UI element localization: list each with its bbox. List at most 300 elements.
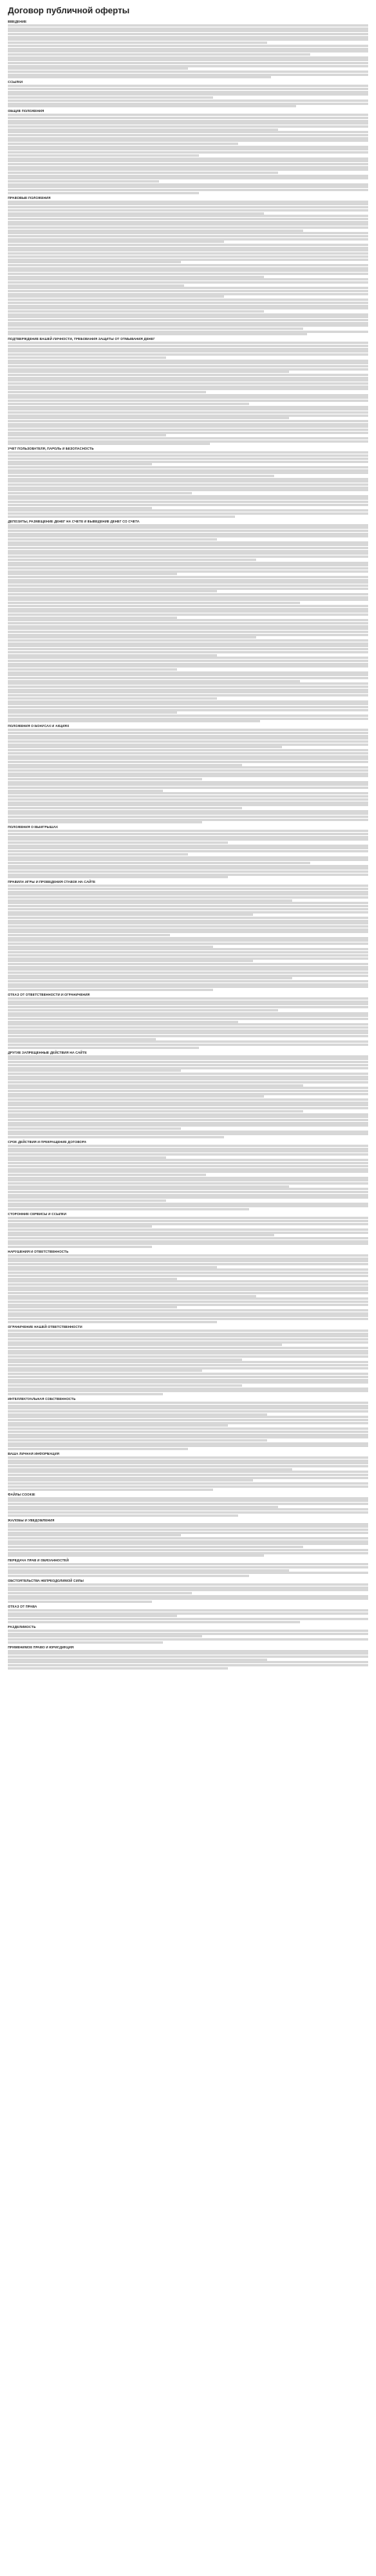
text-line bbox=[8, 362, 368, 364]
section bbox=[8, 80, 368, 107]
paragraph bbox=[8, 682, 368, 699]
text-line bbox=[8, 391, 206, 393]
text-line bbox=[8, 212, 264, 215]
text-line bbox=[8, 1350, 368, 1352]
text-line bbox=[8, 928, 368, 931]
text-line bbox=[8, 654, 217, 657]
paragraph bbox=[8, 671, 368, 682]
text-line bbox=[8, 356, 166, 359]
paragraph bbox=[8, 1055, 368, 1072]
paragraph bbox=[8, 374, 368, 393]
text-line bbox=[8, 939, 368, 942]
text-line bbox=[8, 1159, 368, 1161]
text-line bbox=[8, 752, 368, 754]
text-line bbox=[8, 403, 249, 405]
paragraph bbox=[8, 131, 368, 145]
text-line bbox=[8, 1489, 213, 1491]
text-line bbox=[8, 584, 368, 587]
text-line bbox=[8, 1067, 368, 1069]
paragraph bbox=[8, 856, 368, 864]
text-line bbox=[8, 451, 368, 454]
text-line bbox=[8, 1044, 368, 1046]
text-line bbox=[8, 1333, 368, 1335]
paragraph bbox=[8, 1113, 368, 1130]
text-line bbox=[8, 305, 368, 307]
paragraph bbox=[8, 1650, 368, 1661]
text-line bbox=[8, 125, 368, 128]
text-line bbox=[8, 888, 368, 890]
text-line bbox=[8, 1263, 368, 1265]
text-line bbox=[8, 42, 267, 44]
text-line bbox=[8, 1113, 368, 1116]
section-heading: ФАЙЛЫ COOKIE bbox=[8, 1492, 35, 1496]
text-line bbox=[8, 541, 368, 544]
text-line bbox=[8, 1638, 368, 1641]
text-line bbox=[8, 157, 368, 160]
text-line bbox=[8, 1018, 368, 1020]
text-line bbox=[8, 608, 368, 610]
text-line bbox=[8, 261, 181, 263]
text-line bbox=[8, 934, 170, 936]
text-line bbox=[8, 691, 368, 693]
paragraph bbox=[8, 1387, 368, 1395]
text-line bbox=[8, 876, 228, 878]
text-line bbox=[8, 1335, 368, 1337]
text-line bbox=[8, 778, 202, 780]
text-line bbox=[8, 1633, 368, 1635]
text-line bbox=[8, 1376, 368, 1378]
text-line bbox=[8, 1286, 368, 1289]
text-line bbox=[8, 331, 368, 333]
text-line bbox=[8, 975, 368, 977]
paragraph bbox=[8, 700, 368, 715]
text-line bbox=[8, 1318, 368, 1320]
text-line bbox=[8, 1434, 368, 1436]
text-line bbox=[8, 1427, 368, 1430]
text-line bbox=[8, 567, 368, 570]
paragraph bbox=[8, 917, 368, 936]
text-line bbox=[8, 1268, 368, 1271]
text-line bbox=[8, 761, 368, 763]
text-line bbox=[8, 469, 368, 472]
section bbox=[8, 1605, 368, 1623]
text-line bbox=[8, 345, 368, 347]
text-line bbox=[8, 792, 368, 794]
text-line bbox=[8, 483, 368, 486]
paragraph bbox=[8, 1073, 368, 1087]
text-line bbox=[8, 1295, 256, 1297]
text-line bbox=[8, 1506, 278, 1508]
text-line bbox=[8, 1145, 368, 1147]
text-line bbox=[8, 267, 368, 270]
text-line bbox=[8, 946, 213, 948]
text-line bbox=[8, 348, 368, 350]
text-line bbox=[8, 175, 368, 177]
text-line bbox=[8, 706, 368, 708]
paragraph bbox=[8, 45, 368, 56]
paragraph bbox=[8, 657, 368, 671]
text-line bbox=[8, 319, 368, 321]
section-heading: СТОРОННИЕ СЕРВИСЫ И ССЫЛКИ bbox=[8, 1212, 67, 1217]
paragraph bbox=[8, 183, 368, 194]
text-line bbox=[8, 579, 368, 581]
paragraph bbox=[8, 394, 368, 405]
text-line bbox=[8, 1390, 368, 1392]
text-line bbox=[8, 322, 368, 324]
text-line bbox=[8, 1575, 249, 1577]
paragraph bbox=[8, 562, 368, 576]
text-line bbox=[8, 1549, 368, 1551]
text-line bbox=[8, 1196, 368, 1199]
text-line bbox=[8, 1165, 368, 1167]
text-line bbox=[8, 1223, 368, 1225]
text-line bbox=[8, 423, 368, 425]
paragraph bbox=[8, 1087, 368, 1098]
text-line bbox=[8, 408, 368, 411]
text-line bbox=[8, 1474, 368, 1476]
paragraph bbox=[8, 1177, 368, 1188]
text-line bbox=[8, 93, 368, 96]
text-line bbox=[8, 160, 368, 162]
text-line bbox=[8, 1272, 368, 1274]
text-line bbox=[8, 821, 202, 823]
section-heading: ОБЩИЕ ПОЛОЖЕНИЯ bbox=[8, 109, 45, 114]
text-line bbox=[8, 400, 368, 402]
text-line bbox=[8, 1416, 368, 1418]
text-line bbox=[8, 1015, 368, 1017]
text-line bbox=[8, 1061, 368, 1063]
paragraph bbox=[8, 1572, 368, 1577]
paragraph bbox=[8, 1268, 368, 1279]
text-line bbox=[8, 746, 282, 748]
text-line bbox=[8, 1413, 267, 1416]
text-line bbox=[8, 838, 368, 841]
text-line bbox=[8, 458, 368, 460]
text-line bbox=[8, 783, 368, 786]
text-line bbox=[8, 711, 177, 714]
paragraph bbox=[8, 451, 368, 465]
text-line bbox=[8, 472, 368, 474]
section-heading: СРОК ДЕЙСТВИЯ И ПРЕКРАЩЕНИЕ ДОГОВОРА bbox=[8, 1140, 87, 1144]
text-line bbox=[8, 856, 368, 859]
text-line bbox=[8, 625, 368, 628]
text-line bbox=[8, 836, 368, 838]
paragraph bbox=[8, 509, 368, 517]
text-line bbox=[8, 925, 368, 928]
text-line bbox=[8, 1162, 368, 1164]
text-line bbox=[8, 1361, 368, 1363]
text-line bbox=[8, 781, 368, 783]
paragraph bbox=[8, 1217, 368, 1228]
paragraph bbox=[8, 1098, 368, 1113]
text-line bbox=[8, 463, 152, 465]
text-line bbox=[8, 1076, 368, 1078]
text-line bbox=[8, 1462, 368, 1464]
text-line bbox=[8, 1341, 368, 1344]
text-line bbox=[8, 833, 368, 835]
text-line bbox=[8, 1369, 202, 1372]
text-line bbox=[8, 302, 368, 304]
text-line bbox=[8, 908, 368, 910]
text-line bbox=[8, 795, 368, 798]
text-line bbox=[8, 420, 368, 422]
paragraph bbox=[8, 1203, 368, 1210]
text-line bbox=[8, 360, 368, 362]
text-line bbox=[8, 1153, 368, 1156]
paragraph bbox=[8, 619, 368, 639]
section-heading: ПРИМЕНИМОЕ ПРАВО И ЮРИСДИКЦИЯ bbox=[8, 1644, 74, 1649]
section-heading: ПЕРЕДАЧА ПРАВ И ОБЯЗАННОСТЕЙ bbox=[8, 1558, 69, 1563]
text-line bbox=[8, 740, 368, 743]
text-line bbox=[8, 88, 368, 90]
paragraph bbox=[8, 466, 368, 477]
text-line bbox=[8, 1232, 368, 1234]
text-line bbox=[8, 394, 368, 396]
text-line bbox=[8, 1540, 368, 1543]
text-line bbox=[8, 769, 368, 772]
text-line bbox=[8, 1652, 368, 1655]
text-line bbox=[8, 931, 368, 933]
text-line bbox=[8, 636, 256, 639]
text-line bbox=[8, 1032, 368, 1034]
section bbox=[8, 1625, 368, 1644]
text-line bbox=[8, 631, 368, 633]
text-line bbox=[8, 732, 368, 734]
text-line bbox=[8, 954, 368, 957]
text-line bbox=[8, 1243, 368, 1245]
text-line bbox=[8, 131, 368, 133]
text-line bbox=[8, 1456, 368, 1459]
text-line bbox=[8, 507, 152, 509]
text-line bbox=[8, 1179, 368, 1181]
section-heading: УЧЕТ ПОЛЬЗОВАТЕЛЯ, ПАРОЛЬ И БЕЗОПАСНОСТЬ bbox=[8, 447, 94, 451]
text-line bbox=[8, 564, 368, 566]
text-line bbox=[8, 720, 260, 722]
paragraph bbox=[8, 175, 368, 183]
text-line bbox=[8, 1102, 368, 1104]
text-line bbox=[8, 1055, 368, 1058]
text-line bbox=[8, 1664, 368, 1666]
text-line bbox=[8, 1170, 368, 1173]
text-line bbox=[8, 573, 177, 575]
paragraph bbox=[8, 1497, 368, 1508]
text-line bbox=[8, 804, 368, 806]
text-line bbox=[8, 1188, 368, 1190]
text-line bbox=[8, 281, 368, 284]
text-line bbox=[8, 749, 368, 751]
paragraph bbox=[8, 1188, 368, 1202]
text-line bbox=[8, 682, 368, 685]
paragraph bbox=[8, 937, 368, 948]
text-line bbox=[8, 1254, 368, 1257]
text-line bbox=[8, 830, 368, 832]
paragraph bbox=[8, 1595, 368, 1603]
text-line bbox=[8, 576, 368, 578]
text-line bbox=[8, 1572, 368, 1574]
text-line bbox=[8, 232, 368, 234]
paragraph bbox=[8, 902, 368, 916]
text-line bbox=[8, 1220, 368, 1222]
text-line bbox=[8, 189, 368, 191]
text-line bbox=[8, 230, 303, 232]
text-line bbox=[8, 183, 368, 186]
text-line bbox=[8, 353, 368, 356]
text-line bbox=[8, 686, 368, 688]
text-line bbox=[8, 215, 368, 217]
text-line bbox=[8, 622, 368, 624]
text-line bbox=[8, 715, 368, 717]
text-line bbox=[8, 718, 368, 720]
text-line bbox=[8, 642, 368, 645]
text-line bbox=[8, 1073, 368, 1075]
text-line bbox=[8, 657, 368, 659]
text-line bbox=[8, 74, 368, 76]
text-line bbox=[8, 497, 368, 500]
text-line bbox=[8, 920, 368, 922]
paragraph bbox=[8, 766, 368, 780]
text-line bbox=[8, 1225, 152, 1228]
text-line bbox=[8, 1379, 368, 1381]
text-line bbox=[8, 1006, 368, 1008]
text-line bbox=[8, 1009, 278, 1011]
section bbox=[8, 1051, 368, 1138]
text-line bbox=[8, 1424, 228, 1427]
section bbox=[8, 880, 368, 991]
section-heading: ИНТЕЛЛЕКТУАЛЬНАЯ СОБСТВЕННОСТЬ bbox=[8, 1396, 76, 1401]
paragraph bbox=[8, 478, 368, 494]
text-line bbox=[8, 1234, 274, 1236]
paragraph bbox=[8, 360, 368, 374]
text-line bbox=[8, 1661, 368, 1663]
text-line bbox=[8, 105, 296, 107]
text-line bbox=[8, 899, 292, 902]
section bbox=[8, 1212, 368, 1248]
section bbox=[8, 1645, 368, 1670]
text-line bbox=[8, 264, 368, 266]
text-line bbox=[8, 648, 368, 650]
text-line bbox=[8, 1133, 368, 1135]
text-line bbox=[8, 1344, 282, 1346]
section-heading: ПОЛОЖЕНИЯ О БОНУСАХ И АКЦИЯХ bbox=[8, 724, 70, 729]
text-line bbox=[8, 327, 303, 330]
paragraph bbox=[8, 1131, 368, 1138]
text-line bbox=[8, 1038, 156, 1040]
text-line bbox=[8, 1116, 368, 1118]
text-line bbox=[8, 665, 368, 668]
text-line bbox=[8, 516, 235, 518]
text-line bbox=[8, 1537, 368, 1539]
text-line bbox=[8, 259, 368, 261]
text-line bbox=[8, 1387, 368, 1390]
text-line bbox=[8, 495, 368, 497]
paragraph bbox=[8, 524, 368, 541]
text-line bbox=[8, 651, 368, 653]
text-line bbox=[8, 1410, 368, 1413]
text-line bbox=[8, 1136, 224, 1138]
text-line bbox=[8, 120, 368, 122]
text-line bbox=[8, 134, 368, 136]
paragraph bbox=[8, 1373, 368, 1387]
text-line bbox=[8, 365, 368, 367]
text-line bbox=[8, 1552, 368, 1554]
text-line bbox=[8, 1525, 368, 1528]
text-line bbox=[8, 1203, 368, 1205]
text-line bbox=[8, 1035, 368, 1037]
text-line bbox=[8, 96, 213, 99]
text-line bbox=[8, 1182, 368, 1185]
text-line bbox=[8, 316, 368, 318]
text-line bbox=[8, 867, 368, 870]
text-line bbox=[8, 461, 368, 463]
paragraph bbox=[8, 792, 368, 809]
section bbox=[8, 825, 368, 878]
text-line bbox=[8, 758, 368, 760]
text-line bbox=[8, 997, 368, 1000]
text-line bbox=[8, 1514, 238, 1517]
text-line bbox=[8, 504, 368, 506]
text-line bbox=[8, 432, 368, 434]
text-line bbox=[8, 1127, 181, 1130]
paragraph bbox=[8, 1427, 368, 1442]
text-line bbox=[8, 1497, 368, 1500]
text-line bbox=[8, 255, 368, 258]
text-line bbox=[8, 350, 368, 353]
text-line bbox=[8, 385, 368, 388]
text-line bbox=[8, 1615, 177, 1617]
section-heading: ОТКАЗ ОТ ПРАВА bbox=[8, 1605, 38, 1609]
text-line bbox=[8, 1436, 368, 1438]
text-line bbox=[8, 168, 368, 171]
text-line bbox=[8, 1543, 368, 1545]
paragraph bbox=[8, 264, 368, 278]
section-heading: ВАША ЛИЧНАЯ ИНФОРМАЦИЯ bbox=[8, 1451, 60, 1456]
text-line bbox=[8, 1124, 368, 1127]
text-line bbox=[8, 613, 368, 616]
text-line bbox=[8, 1482, 368, 1485]
paragraph bbox=[8, 729, 368, 748]
text-line bbox=[8, 117, 368, 119]
text-line bbox=[8, 1508, 368, 1511]
text-line bbox=[8, 186, 368, 188]
text-line bbox=[8, 986, 368, 988]
text-line bbox=[8, 1003, 368, 1005]
section bbox=[8, 1492, 368, 1517]
paragraph bbox=[8, 639, 368, 656]
document-sections bbox=[8, 20, 368, 1670]
text-line bbox=[8, 819, 368, 821]
text-line bbox=[8, 862, 310, 864]
text-line bbox=[8, 146, 368, 148]
text-line bbox=[8, 1554, 264, 1557]
text-line bbox=[8, 1058, 368, 1060]
text-line bbox=[8, 1110, 303, 1113]
text-line bbox=[8, 737, 368, 740]
text-line bbox=[8, 1367, 368, 1369]
text-line bbox=[8, 249, 368, 251]
text-line bbox=[8, 59, 368, 61]
text-line bbox=[8, 593, 368, 595]
text-line bbox=[8, 489, 368, 491]
text-line bbox=[8, 1084, 303, 1087]
text-line bbox=[8, 619, 368, 621]
paragraph bbox=[8, 1638, 368, 1644]
text-line bbox=[8, 1563, 368, 1565]
text-line bbox=[8, 1405, 368, 1407]
text-line bbox=[8, 841, 228, 844]
text-line bbox=[8, 1422, 368, 1424]
text-line bbox=[8, 218, 368, 220]
text-line bbox=[8, 891, 368, 893]
